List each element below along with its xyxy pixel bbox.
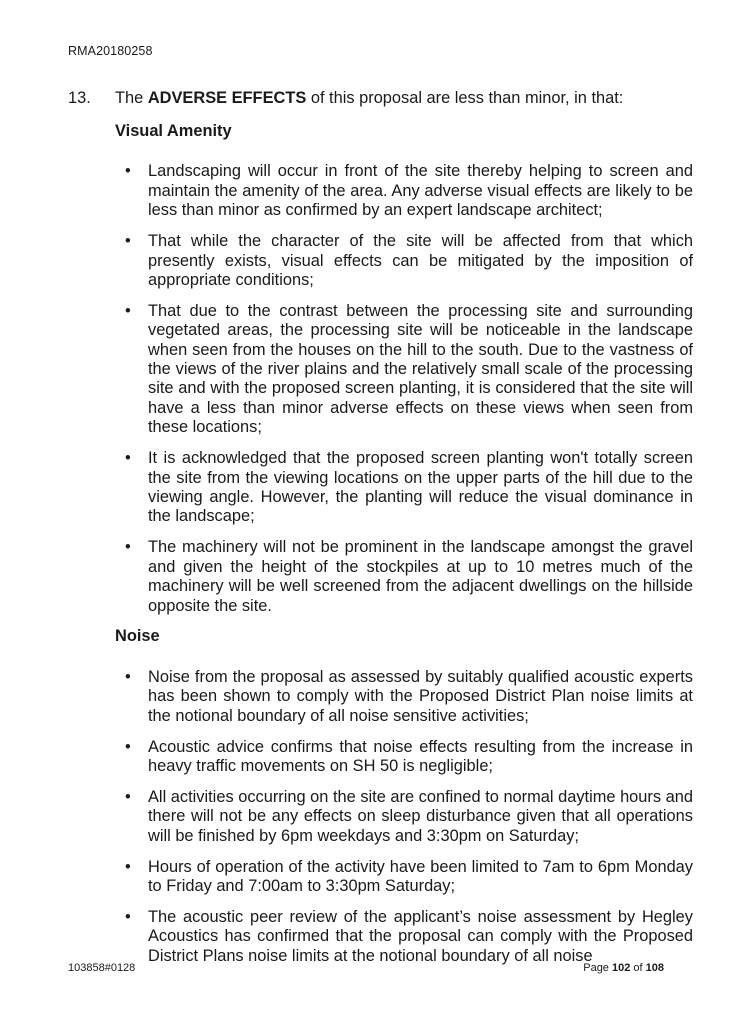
bullet-icon: • [125,667,131,686]
bullet-icon: • [125,449,131,468]
list-item-text: It is acknowledged that the proposed screen planting won't totally screen the site from the viewing locations on the upper parts of the hill due to the viewing angle. However, the planting will reduce the visual dominance in the landscape; [148,449,693,526]
list-item [115,668,693,726]
page-of-label: of [630,962,646,974]
footer-page-number [583,962,664,974]
clause-intro [115,88,623,108]
list-item [115,538,693,616]
list-item [115,232,693,290]
bullet-icon: • [125,907,131,926]
footer-document-id: 103858#0128 [68,962,136,974]
list-item-text: All activities occurring on the site are confined to normal daytime hours and there will not be any effects on sleep disturbance given that all operations will be finished by 6pm weekdays and 3:30pm on Saturday; [148,787,693,845]
clause-text-after: of this proposal are less than minor, in that: [306,89,624,107]
document-body [115,122,693,978]
list-item-text: That due to the contrast between the processing site and surrounding vegetated areas, the processing site will be noticeable in the landscape when seen from the houses on the hill to the south. Due to the vastness of the views of the river plains and the relatively small scale of the processing site and with the proposed screen planting, it is considered that the site will have a less than minor adverse effects on these views when seen from these locations; [148,301,693,437]
bullet-icon: • [125,737,131,756]
list-item [115,449,693,527]
bullet-icon: • [125,787,131,806]
list-item-text: The acoustic peer review of the applicant’s noise assessment by Hegley Acoustics has confirmed that the proposal can comply with the Proposed District Plans noise limits at the notional boundary of all noise [148,907,693,965]
list-item [115,908,693,966]
list-item [115,788,693,846]
bullet-icon: • [125,232,131,251]
page-total: 108 [645,962,664,974]
page-current: 102 [611,962,631,974]
clause-number: 13. [68,89,91,107]
document-reference: RMA20180258 [68,44,153,58]
list-item-text: Noise from the proposal as assessed by suitably qualified acoustic experts has been shown to comply with the Proposed District Plan noise limits at the notional boundary of all noise sensitive activities; [148,667,693,725]
list-item [115,858,693,897]
bullet-icon: • [125,301,131,320]
noise-list [115,668,693,966]
list-item-text: That while the character of the site will be affected from that which presently exists, visual effects can be mitigated by the imposition of appropriate conditions; [148,232,693,289]
clause-text-before: The [115,89,148,107]
list-item-text: The machinery will not be prominent in the landscape amongst the gravel and given the height of the stockpiles at up to 10 metres much of the machinery will be well screened from the adjacent dwellings on the hillside opposite the site. [148,538,693,615]
list-item [115,738,693,777]
section-heading-noise: Noise [115,627,160,646]
list-item-text: Acoustic advice confirms that noise effects resulting from the increase in heavy traffic movements on SH 50 is negligible; [148,737,693,775]
bullet-icon: • [125,162,131,181]
list-item-text: Landscaping will occur in front of the site thereby helping to screen and maintain the amenity of the area. Any adverse visual effects are likely to be less than minor as confirmed by an expert landscape architect; [148,162,693,220]
clause-text-bold: ADVERSE EFFECTS [147,89,307,107]
list-item [115,162,693,220]
bullet-icon: • [125,538,131,557]
list-item-text: Hours of operation of the activity have been limited to 7am to 6pm Monday to Friday and 7:00am to 3:30pm Saturday; [148,857,693,895]
section-heading-visual-amenity: Visual Amenity [115,122,232,140]
list-item [115,302,693,438]
visual-amenity-list [115,162,693,616]
page-label: Page [583,962,612,974]
bullet-icon: • [125,857,131,876]
